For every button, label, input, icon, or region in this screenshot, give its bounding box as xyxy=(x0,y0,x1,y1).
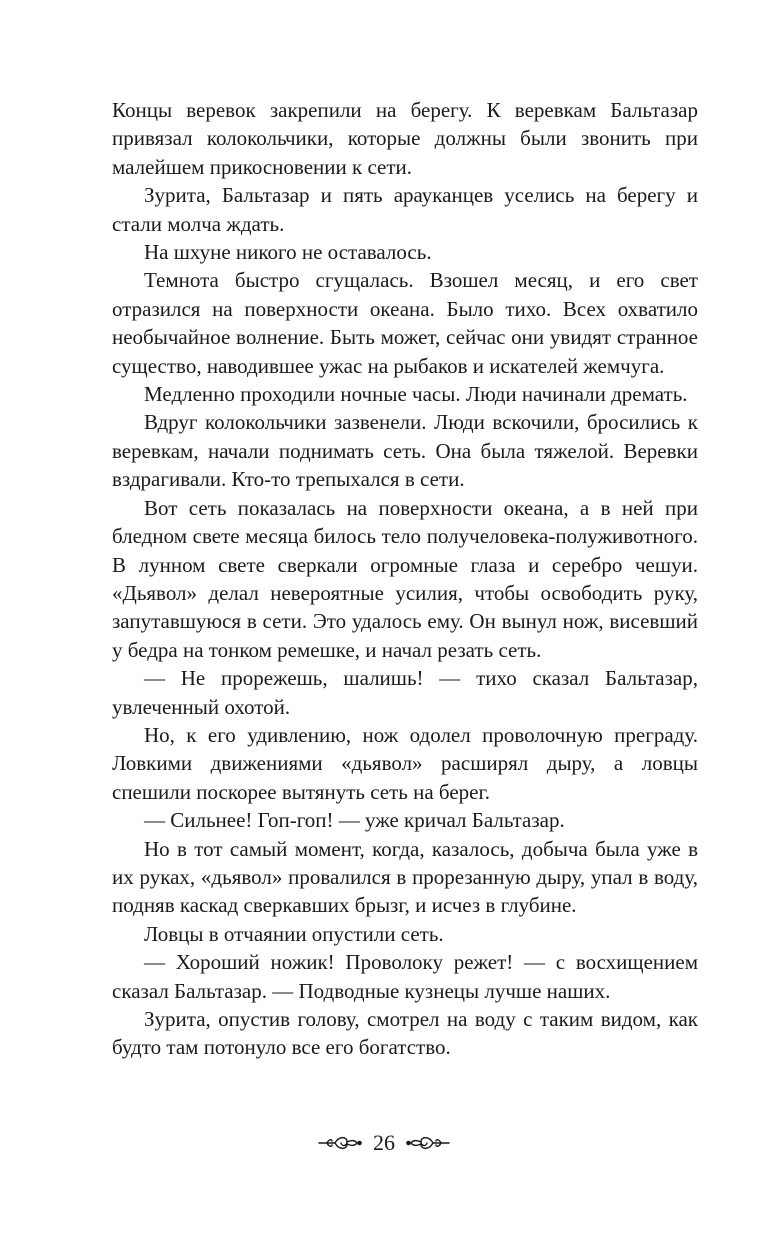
paragraph-3: На шхуне никого не оставалось. xyxy=(144,240,432,265)
page-number: 26 xyxy=(373,1129,395,1155)
paragraph-6: Вдруг колокольчики зазвенели. Люди вскочили, бросились к веревкам, начали поднимать сеть. Она была тяжелой. Веревки вздрагивали. Кто-то трепыхался в сети. xyxy=(112,410,698,492)
paragraph-7: Вот сеть показалась на поверхности океана, а в ней при бледном свете месяца билось тело получеловека-полуживотного. В лунном свете сверкали огромные глаза и серебро чешуи. «Дьявол» делал невероятные усилия, чтобы освободить руку, запутавшуюся в сети. Это удалось ему. Он вынул нож, висевший у бедра на тонком ремешке, и начал резать сеть. xyxy=(112,495,698,662)
paragraph-14: Зурита, опустив голову, смотрел на воду с таким видом, как будто там потонуло все его богатство. xyxy=(112,1007,698,1060)
paragraph-1: Концы веревок закрепили на берегу. К веревкам Бальтазар привязал колокольчики, которые должны были звонить при малейшем прикосновении к сети. xyxy=(112,98,698,179)
paragraph-11: Но в тот самый момент, когда, казалось, добыча была уже в их руках, «дьявол» провалился в прорезанную дыру, упал в воду, подняв каскад сверкавших брызг, и исчез в глубине. xyxy=(112,836,698,918)
fleuron-left-icon xyxy=(317,1132,363,1154)
paragraph-13: — Хороший ножик! Проволоку режет! — с восхищением сказал Бальтазар. — Подводные кузнецы лучше наших. xyxy=(112,950,698,1003)
paragraph-2: Зурита, Бальтазар и пять арауканцев уселись на берегу и стали молча ждать. xyxy=(112,183,698,236)
page-text-body xyxy=(112,96,698,1062)
paragraph-12: Ловцы в отчаянии опустили сеть. xyxy=(144,921,444,946)
paragraph-8: — Не прорежешь, шалишь! — тихо сказал Бальтазар, увлеченный охотой. xyxy=(112,666,698,719)
paragraph-9: Но, к его удивлению, нож одолел проволочную преграду. Ловкими движениями «дьявол» расширял дыру, а ловцы спешили поскорее вытянуть сеть на берег. xyxy=(112,722,698,804)
paragraph-5: Медленно проходили ночные часы. Люди начинали дремать. xyxy=(144,382,688,407)
fleuron-right-icon xyxy=(405,1132,451,1154)
paragraph-4: Темнота быстро сгущалась. Взошел месяц, и его свет отразился на поверхности океана. Было тихо. Всех охватило необычайное волнение. Быть может, сейчас они увидят странное существо, наводившее ужас на рыбаков и искателей жемчуга. xyxy=(112,268,698,378)
page-footer xyxy=(0,1128,768,1156)
paragraph-10: — Сильнее! Гоп-гоп! — уже кричал Бальтазар. xyxy=(144,808,565,833)
